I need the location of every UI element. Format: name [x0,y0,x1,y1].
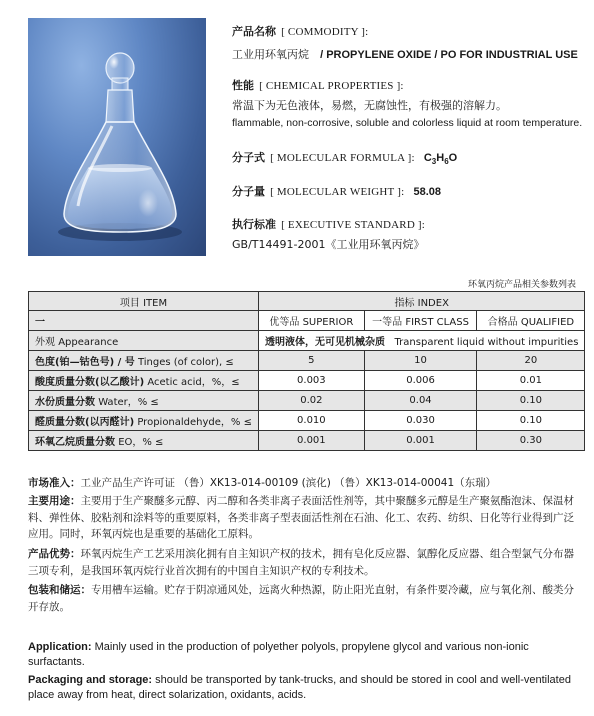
table-row [29,331,585,351]
table-row [29,351,585,371]
advantage-label: 产品优势： [28,548,81,560]
chemical-label-cn: 性能 [232,79,254,92]
packaging-en-label: Packaging and storage: [28,674,153,686]
header-item: 项目 ITEM [29,292,259,311]
cell-value: 0.01 [477,371,585,391]
grade-qualified: 合格品 QUALIFIED [477,311,585,331]
cell-value: 5 [259,351,365,371]
row-label: 外观 Appearance [29,331,259,351]
table-grade-row [29,311,585,331]
cell-value: 20 [477,351,585,371]
packaging-cn-label: 包装和储运： [28,584,91,596]
advantage-paragraph [28,546,584,579]
application-label: Application: [28,641,92,653]
packaging-cn-paragraph [28,582,584,615]
cell-value: 0.30 [477,431,585,451]
table-row [29,431,585,451]
use-label: 主要用途： [28,495,81,507]
use-text: 主要用于生产聚醚多元醇、丙二醇和各类非离子表面活性剂等，其中聚醚多元醇是生产聚氨酯泡沫、保温材料、弹性体、胶粘剂和涂料等的重要原料，各类非离子型表面活性剂在石油、化工、农药、纺织、日化等行业得到广泛应用。同时，环氧丙烷也是重要的基础化工原料。 [28,495,574,540]
commodity-value-cn: 工业用环氧丙烷 [232,48,309,61]
table-row [29,391,585,411]
standard-value: GB/T14491-2001《工业用环氧丙烷》 [232,238,425,251]
cell-value: 0.010 [259,411,365,431]
standard-label-en: [ EXECUTIVE STANDARD ]: [281,219,426,231]
packaging-cn-text: 专用槽车运输。贮存于阴凉通风处，远离火种热源，防止阳光直射，有条件要冷藏，应与氧化剂、酸类分开存放。 [28,584,574,613]
commodity-section [232,20,578,62]
formula-section [232,146,457,166]
weight-section [232,180,441,199]
grade-dash: 一 [29,311,259,331]
cell-value: 0.001 [259,431,365,451]
flask-illustration [28,18,206,256]
row-label: 环氧乙烷质量分数 EO，% ≤ [29,431,259,451]
appearance-value: 透明液体，无可见机械杂质 Transparent liquid without impurities [259,331,585,351]
standard-label-cn: 执行标准 [232,218,276,231]
chemical-label-en: [ CHEMICAL PROPERTIES ]: [259,80,404,92]
table-caption: 环氧丙烷产品相关参数列表 [467,280,576,290]
market-text: 工业产品生产许可证 （鲁）XK13-014-00109 (滨化) （鲁）XK13-014-00041（东瑞） [80,477,497,489]
formula-value: $C_3H_6O$ [423,152,458,167]
cell-value: 0.10 [477,391,585,411]
commodity-label-en: [ COMMODITY ]: [281,26,369,38]
main-use-paragraph [28,493,584,543]
formula-label-en: [ MOLECULAR FORMULA ]: [270,152,415,164]
cell-value: 0.02 [259,391,365,411]
cell-value: 10 [364,351,477,371]
spec-table [28,291,585,451]
cell-value: 0.001 [364,431,477,451]
packaging-en-paragraph [28,673,584,703]
market-access-paragraph [28,475,584,492]
commodity-label-cn: 产品名称 [232,25,276,38]
row-label: 水份质量分数 Water，% ≤ [29,391,259,411]
row-label: 酸度质量分数(以乙酸计) Acetic acid，%，≤ [29,371,259,391]
chemical-value-en: flammable, non-corrosive, soluble and colorless liquid at room temperature. [232,117,583,129]
row-label: 醛质量分数(以丙醛计) Propionaldehyde，% ≤ [29,411,259,431]
cell-value: 0.006 [364,371,477,391]
commodity-value-en: / PROPYLENE OXIDE / PO FOR INDUSTRIAL USE [320,49,578,61]
packaging-en-text: should be transported by tank-trucks, and should be stored in cool and well-ventilated place away from heat, direct solarization, oxidants, acids. [28,674,571,701]
standard-section [232,213,425,252]
market-label: 市场准入： [28,477,81,489]
cell-value: 0.10 [477,411,585,431]
application-paragraph [28,640,584,670]
chemical-section [232,74,582,129]
formula-label-cn: 分子式 [232,151,265,164]
table-row [29,411,585,431]
grade-first-class: 一等品 FIRST CLASS [364,311,477,331]
product-photo [28,18,206,256]
cell-value: 0.04 [364,391,477,411]
header-index: 指标 INDEX [259,292,585,311]
application-text: Mainly used in the production of polyether polyols, propylene glycol and various non-ionic surfactants. [28,641,529,668]
cell-value: 0.003 [259,371,365,391]
grade-superior: 优等品 SUPERIOR [259,311,365,331]
row-label: 色度(铂—钴色号) / 号 Tinges (of color), ≤ [29,351,259,371]
weight-label-cn: 分子量 [232,185,265,198]
weight-label-en: [ MOLECULAR WEIGHT ]: [270,186,405,198]
cell-value: 0.030 [364,411,477,431]
chemical-value-cn: 常温下为无色液体，易燃，无腐蚀性，有极强的溶解力。 [232,99,507,112]
advantage-text: 环氧丙烷生产工艺采用滨化拥有自主知识产权的技术，拥有皂化反应器、氯醇化反应器、组合型氯气分布器三项专利，是我国环氧丙烷行业首次拥有的中国自主知识产权的专利技术。 [28,548,574,577]
table-row [29,371,585,391]
weight-value: 58.08 [413,186,441,198]
table-header-row [29,292,585,311]
